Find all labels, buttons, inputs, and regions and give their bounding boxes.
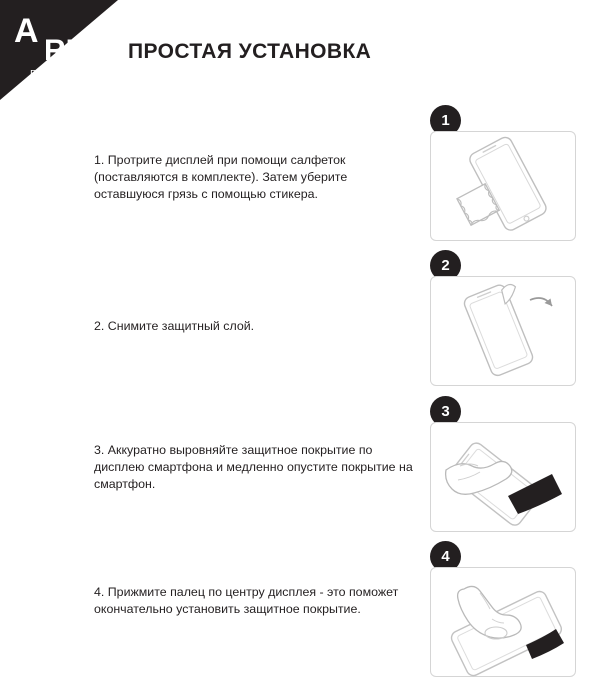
step-1-text: 1. Протрите дисплей при помощи салфеток (поставляются в комплекте). Затем уберите оставшуюся грязь с помощью стикера. [94, 153, 348, 201]
hand-aligning-film-icon [430, 422, 576, 532]
finger-press-center-icon [430, 567, 576, 677]
phone-peel-film-icon [430, 276, 576, 386]
step-2-badge: 2 [430, 250, 461, 281]
page-title: ПРОСТАЯ УСТАНОВКА [128, 40, 372, 63]
step-1-badge: 1 [430, 105, 461, 136]
step-4-badge: 4 [430, 541, 461, 572]
logo-subtitle: Pro Series [30, 68, 92, 80]
logo-letters-rm: RM [44, 34, 91, 67]
step-3-badge: 3 [430, 396, 461, 427]
step-2-text: 2. Снимите защитный слой. [94, 319, 255, 333]
step-4-text: 4. Прижмите палец по центру дисплея - это поможет окончательно установить защитное покрытие. [94, 585, 399, 616]
logo-text-group [0, 0, 112, 100]
arm-pro-series-logo [0, 0, 118, 100]
step-3-text: 3. Аккуратно выровняйте защитное покрытие по дисплею смартфона и медленно опустите покрытие на смартфон. [94, 443, 413, 491]
logo-letter-a: A [14, 12, 39, 50]
phone-with-wipe-icon [430, 131, 576, 241]
